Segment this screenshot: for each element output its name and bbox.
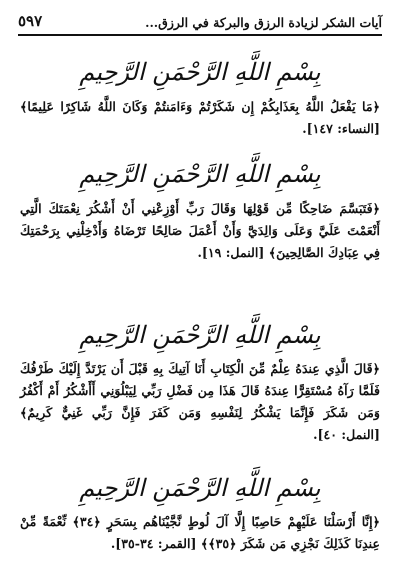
verse-4: [20, 511, 380, 555]
running-header: [18, 8, 382, 30]
verse-2-ref: [النمل: ١٩].: [197, 245, 265, 260]
verse-1-ref: [النساء: ١٤٧].: [302, 121, 380, 136]
verse-3-ref: [النمل: ٤٠].: [313, 427, 380, 442]
verse-3: [20, 358, 380, 446]
basmala-2: بِسْمِ اللَّهِ الرَّحْمَنِ الرَّحِيمِ: [79, 160, 321, 188]
basmala-1: بِسْمِ اللَّهِ الرَّحْمَنِ الرَّحِيمِ: [79, 58, 321, 86]
basmala-3: بِسْمِ اللَّهِ الرَّحْمَنِ الرَّحِيمِ: [79, 321, 321, 349]
verse-4-text: ﴿إِنَّا أَرْسَلْنَا عَلَيْهِمْ حَاصِبًا إِلَّا آلَ لُوطٍ نَّجَّيْنَاهُم بِسَحَرٍ ﴿٣٤﴾ نِّعْمَةً مِّنْ عِندِنَا كَذَلِكَ نَجْزِي مَن شَكَرَ ﴿٣٥﴾﴾: [20, 514, 380, 551]
verse-2: [20, 198, 380, 264]
running-title: آيات الشكر لزيادة الرزق والبركة في الرزق...: [145, 15, 382, 30]
verse-1-text: ﴿مَا يَفْعَلُ اللَّهُ بِعَذَابِكُمْ إِن شَكَرْتُمْ وَءَامَنتُمْ وَكَانَ اللَّهُ شَاكِرًا عَلِيمًا﴾: [20, 99, 380, 114]
verse-2-text: ﴿فَتَبَسَّمَ ضَاحِكًا مِّن قَوْلِهَا وَقَالَ رَبِّ أَوْزِعْنِي أَنْ أَشْكُرَ نِعْمَتَكَ الَّتِي أَنْعَمْتَ عَلَيَّ وَعَلَى وَالِدَيَّ وَأَنْ أَعْمَلَ صَالِحًا تَرْضَاهُ وَأَدْخِلْنِي بِرَحْمَتِكَ فِي عِبَادِكَ الصَّالِحِينَ﴾: [20, 201, 380, 260]
verse-4-ref: [القمر: ٣٤-٣٥].: [110, 536, 197, 551]
verse-1: [20, 96, 380, 140]
page-number: ٥٩٧: [18, 12, 43, 30]
basmala-4: بِسْمِ اللَّهِ الرَّحْمَنِ الرَّحِيمِ: [79, 474, 321, 502]
header-rule: [18, 34, 382, 36]
verse-3-text: ﴿قَالَ الَّذِي عِندَهُ عِلْمٌ مِّنَ الْكِتَابِ أَنَا آتِيكَ بِهِ قَبْلَ أَن يَرْتَدَّ إِلَيْكَ طَرْفُكَ فَلَمَّا رَآهُ مُسْتَقِرًّا عِندَهُ قَالَ هَذَا مِن فَضْلِ رَبِّي لِيَبْلُوَنِي أَأَشْكُرُ أَمْ أَكْفُرُ وَمَن شَكَرَ فَإِنَّمَا يَشْكُرُ لِنَفْسِهِ وَمَن كَفَرَ فَإِنَّ رَبِّي غَنِيٌّ كَرِيمٌ﴾: [20, 361, 380, 420]
